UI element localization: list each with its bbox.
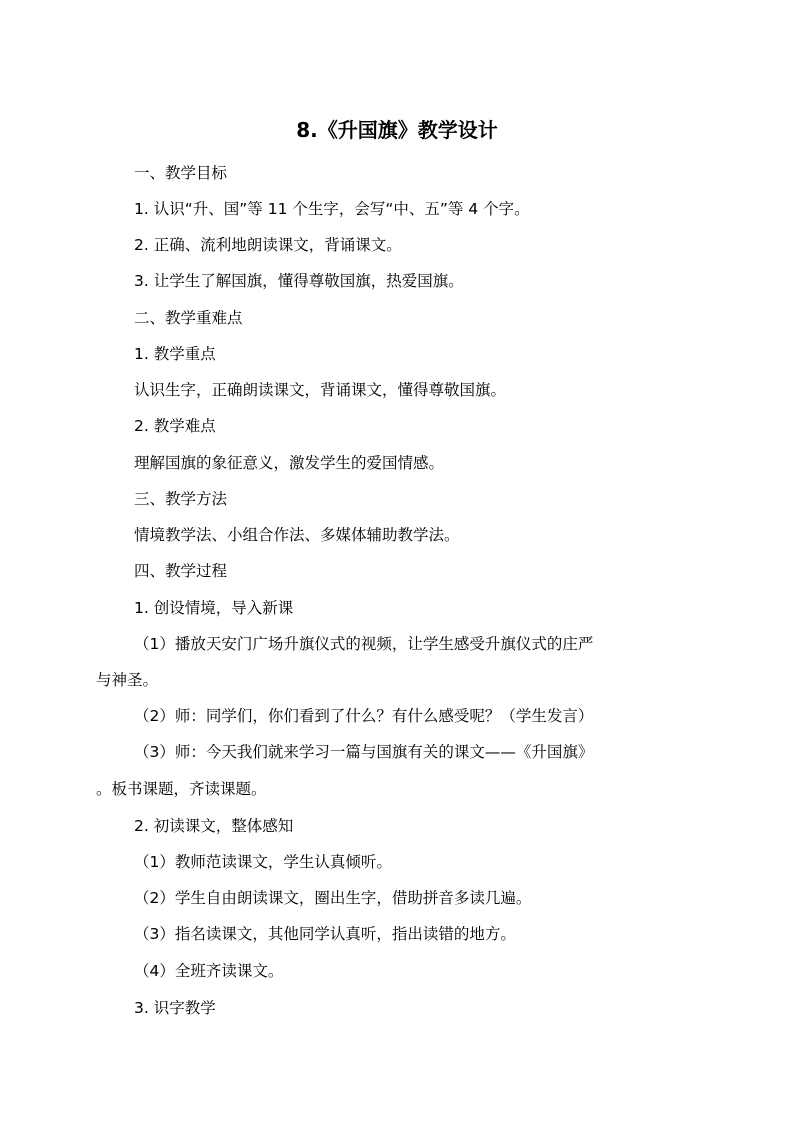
section-heading-key-points: 二、教学重难点 <box>134 309 243 327</box>
process-step: （1）播放天安门广场升旗仪式的视频，让学生感受升旗仪式的庄严 <box>134 635 594 653</box>
objective-item: 1. 认识“升、国”等 11 个生字，会写“中、五”等 4 个字。 <box>134 200 530 218</box>
process-step: （4）全班齐读课文。 <box>134 962 284 980</box>
section-heading-process: 四、教学过程 <box>134 562 228 580</box>
process-step: （1）教师范读课文，学生认真倾听。 <box>134 853 392 871</box>
paragraph: 理解国旗的象征意义，激发学生的爱国情感。 <box>134 454 445 472</box>
objective-item: 3. 让学生了解国旗，懂得尊敬国旗，热爱国旗。 <box>134 272 464 290</box>
subheading: 2. 教学难点 <box>134 417 216 435</box>
paragraph: 情境教学法、小组合作法、多媒体辅助教学法。 <box>134 526 460 544</box>
process-step: （2）学生自由朗读课文，圈出生字，借助拼音多读几遍。 <box>134 889 532 907</box>
paragraph: 认识生字，正确朗读课文，背诵课文，懂得尊敬国旗。 <box>134 381 507 399</box>
subheading: 1. 创设情境，导入新课 <box>134 599 294 617</box>
subheading: 3. 识字教学 <box>134 999 216 1017</box>
section-heading-objectives: 一、教学目标 <box>134 164 228 182</box>
document-title: 8.《升国旗》教学设计 <box>296 118 498 142</box>
objective-item: 2. 正确、流利地朗读课文，背诵课文。 <box>134 236 402 254</box>
process-step-continuation: 。板书课题，齐读课题。 <box>96 780 267 798</box>
subheading: 1. 教学重点 <box>134 345 216 363</box>
process-step-continuation: 与神圣。 <box>96 671 159 689</box>
process-step: （3）师：今天我们就来学习一篇与国旗有关的课文——《升国旗》 <box>134 743 594 761</box>
section-heading-methods: 三、教学方法 <box>134 490 228 508</box>
subheading: 2. 初读课文，整体感知 <box>134 817 294 835</box>
process-step: （3）指名读课文，其他同学认真听，指出读错的地方。 <box>134 925 516 943</box>
process-step: （2）师：同学们，你们看到了什么？有什么感受呢？（学生发言） <box>134 707 594 725</box>
